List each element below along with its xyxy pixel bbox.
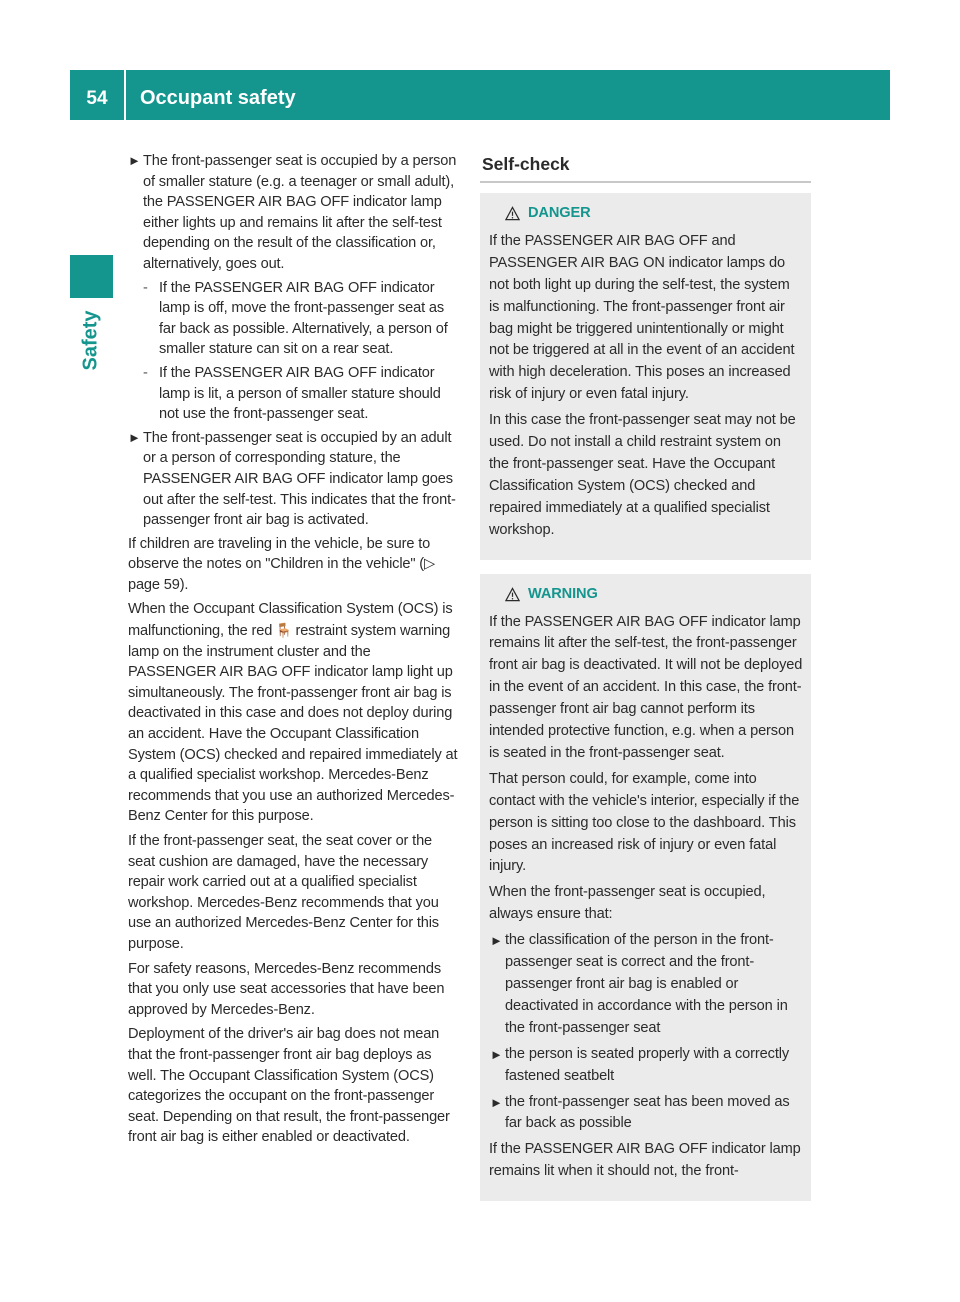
bullet-icon: ► [128, 429, 141, 445]
bullet-icon: ► [490, 933, 503, 949]
ocs-malfunction-paragraph [128, 599, 462, 827]
ocs-text-a: When the Occupant Classification System (OCS) is malfunctioning, the red [128, 601, 453, 640]
children-note[interactable]: If children are traveling in the vehicle, be sure to observe the notes on "Children in the vehicle" (▷ page 59). [128, 535, 436, 593]
danger-text-2: In this case the front-passenger seat may not be used. Do not install a child restraint system on the front-passenger seat. Have the Occupant Classification System (OCS) checked and repaired immediately at a qualified specialist workshop. [489, 412, 796, 538]
danger-label: DANGER [528, 205, 591, 221]
danger-box [480, 193, 811, 560]
bullet-icon: ► [490, 1046, 503, 1062]
list-item-text: The front-passenger seat is occupied by an adult or a person of corresponding stature, the PASSENGER AIR BAG OFF indicator lamp goes out after the self-test. This indicates that the front-passenger front air bag is activated. [143, 429, 456, 529]
seat-damage-paragraph: If the front-passenger seat, the seat cover or the seat cushion are damaged, have the necessary repair work carried out at a qualified specialist workshop. Mercedes-Benz recommends that you use an authorized Mercedes-Benz Center for this purpose. [128, 833, 439, 952]
page-number: 54 [70, 70, 126, 120]
list-item-text: The front-passenger seat is occupied by a person of smaller stature (e.g. a teenager or small adult), the PASSENGER AIR BAG OFF indicator lamp either lights up and remains lit after the self-test depending on the result of the classification or, alternatively, goes out. [143, 153, 457, 272]
bullet-icon: ► [490, 1094, 503, 1110]
ocs-text-b: restraint system warning lamp on the instrument cluster and the PASSENGER AIR BAG OFF indicator lamp light up simultaneously. The front-passenger front air bag is deactivated in this case and does not deploy during an accident. Have the Occupant Classification System (OCS) checked and repaired immediately at a qualified specialist workshop. Mercedes-Benz recommends that you use an authorized Mercedes-Benz Center for this purpose. [128, 623, 458, 825]
warning-triangle-icon [505, 587, 520, 602]
warning-text-3: When the front-passenger seat is occupied, always ensure that: [489, 884, 766, 923]
list-item [489, 930, 803, 1040]
sub-list-item-text: If the PASSENGER AIR BAG OFF indicator lamp is off, move the front-passenger seat as far back as possible. Alternatively, a person of smaller stature can sit on a rear seat. [159, 279, 448, 358]
sidebar-label [70, 300, 113, 380]
danger-header [489, 203, 803, 225]
section-heading: Self-check [480, 151, 811, 183]
list-item [128, 151, 462, 275]
accessories-paragraph: For safety reasons, Mercedes-Benz recommends that you only use seat accessories that have been approved by Mercedes-Benz. [128, 960, 445, 1018]
list-item [489, 1044, 803, 1088]
list-item-text: the front-passenger seat has been moved as far back as possible [505, 1093, 790, 1132]
sidebar-label-text: Safety [80, 309, 102, 371]
dash-icon: - [143, 279, 148, 296]
dash-icon: - [143, 364, 148, 381]
deployment-paragraph: Deployment of the driver's air bag does not mean that the front-passenger front air bag deploys as well. The Occupant Classification System (OCS) categorizes the occupant on the front-passenger seat. Depending on that result, the front-passenger front air bag is either enabled or deactivated. [128, 1026, 450, 1146]
warning-label: WARNING [528, 585, 598, 602]
danger-text-1: If the PASSENGER AIR BAG OFF and PASSENGER AIR BAG ON indicator lamps do not both light up during the self-test, the system is malfunctioning. The front-passenger front air bag might be triggered unintentionally or might not be triggered at all in the event of an accident with high deceleration. This poses an increased risk of injury or even fatal injury. [489, 232, 795, 403]
warning-text-2: That person could, for example, come into contact with the vehicle's interior, especially if the person is sitting too close to the dashboard. This poses an increased risk of injury or even fatal injury. [489, 770, 800, 875]
header-bar [70, 70, 890, 120]
list-item [489, 1092, 803, 1136]
warning-header [489, 584, 803, 606]
restraint-warning-icon: 🪑 [275, 622, 293, 639]
list-item-text: the classification of the person in the front-passenger seat is correct and the front-passenger front air bag is enabled or deactivated in accordance with the person in the front-passenger seat [505, 932, 788, 1036]
left-column [128, 151, 462, 1152]
sub-list-item [128, 363, 462, 425]
warning-triangle-icon [505, 206, 520, 221]
list-item-text: the person is seated properly with a correctly fastened seatbelt [505, 1045, 790, 1084]
sub-list-item [128, 278, 462, 360]
right-column [480, 151, 811, 1201]
section-title: Occupant safety [140, 86, 296, 109]
warning-text-1: If the PASSENGER AIR BAG OFF indicator lamp remains lit after the self-test, the front-passenger front air bag is deactivated. It will not be deployed in the event of an accident. In this case, the front-passenger front air bag cannot perform its intended protective function, e.g. when a person is seated in the front-passenger seat. [489, 613, 803, 761]
bullet-icon: ► [128, 153, 141, 168]
warning-box [480, 574, 811, 1202]
sub-list-item-text: If the PASSENGER AIR BAG OFF indicator lamp is lit, a person of smaller stature should not use the front-passenger seat. [159, 364, 441, 423]
list-item [128, 428, 462, 531]
sidebar-tab-marker [70, 255, 113, 298]
warning-text-4: If the PASSENGER AIR BAG OFF indicator lamp remains lit when it should not, the front- [489, 1141, 801, 1180]
